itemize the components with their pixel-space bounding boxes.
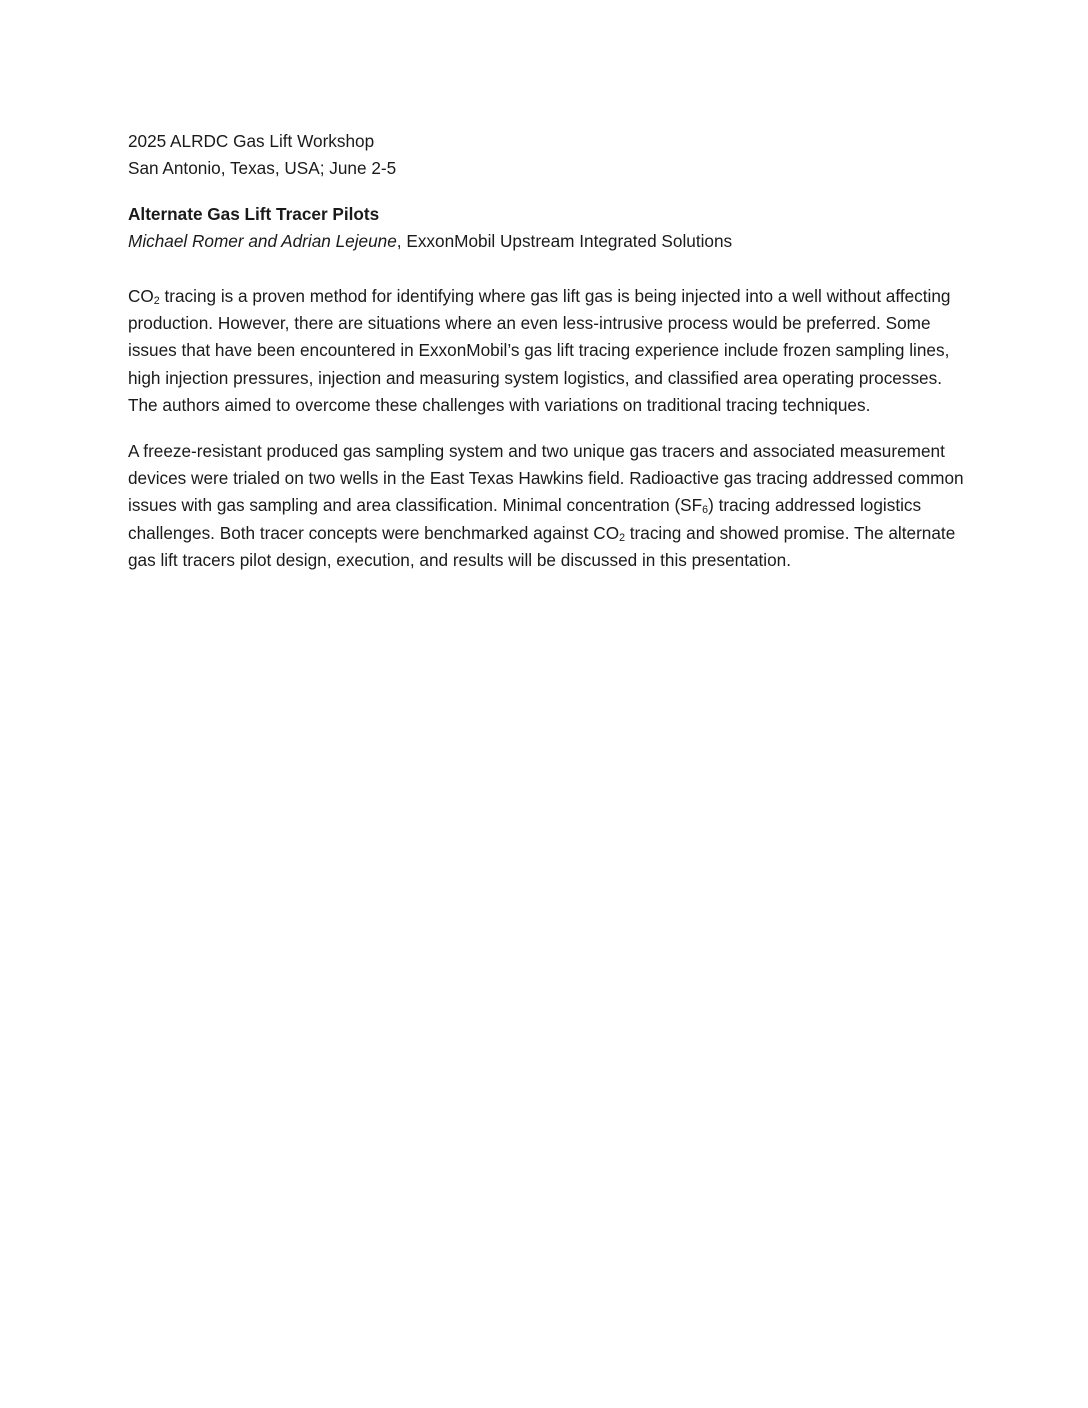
author-affiliation: ExxonMobil Upstream Integrated Solutions [406,231,733,252]
subscript-2: 2 [153,294,160,307]
subscript-2: 2 [619,532,625,544]
authors-line [128,228,964,255]
abstract-paragraph-1 [128,283,964,420]
event-name: 2025 ALRDC Gas Lift Workshop [128,131,375,151]
author-names: Michael Romer and Adrian Lejeune [128,231,397,252]
paragraph-1-text: tracing is a proven method for identifying where gas lift gas is being injected into a well without affecting production. However, there are situations where an even less-intrusive process would be preferred. Some issues that have been encountered in ExxonMobil’s gas lift tracing experience include frozen sampling lines, high injection pressures, injection and measuring system logistics, and classified area operating processes. The authors aimed to overcome these challenges with variations on traditional tracing techniques. [128,285,951,416]
subscript-6: 6 [702,504,709,517]
paragraph-2-part-1: A freeze-resistant produced gas sampling system and two unique gas tracers and associated measurement devices were trialed on two wells in the East Texas Hawkins field. Radioactive gas tracing addressed common issues with gas sampling and area classification. Minimal concentration (SF [128,440,964,516]
event-location: San Antonio, Texas, USA; June 2-5 [128,158,397,179]
co-text: CO [128,285,154,306]
abstract-title: Alternate Gas Lift Tracer Pilots [128,203,380,224]
abstract-paragraph-2 [128,438,964,575]
paragraph-2-part-3: tracing and showed promise. The alternate gas lift tracers pilot design, execution, and results will be discussed in this presentation. [128,522,956,571]
document-page [128,128,964,575]
paragraph-2-part-2: ) tracing addressed logistics challenges. Both tracer concepts were benchmarked against CO [128,495,922,543]
author-separator: , [396,231,407,252]
